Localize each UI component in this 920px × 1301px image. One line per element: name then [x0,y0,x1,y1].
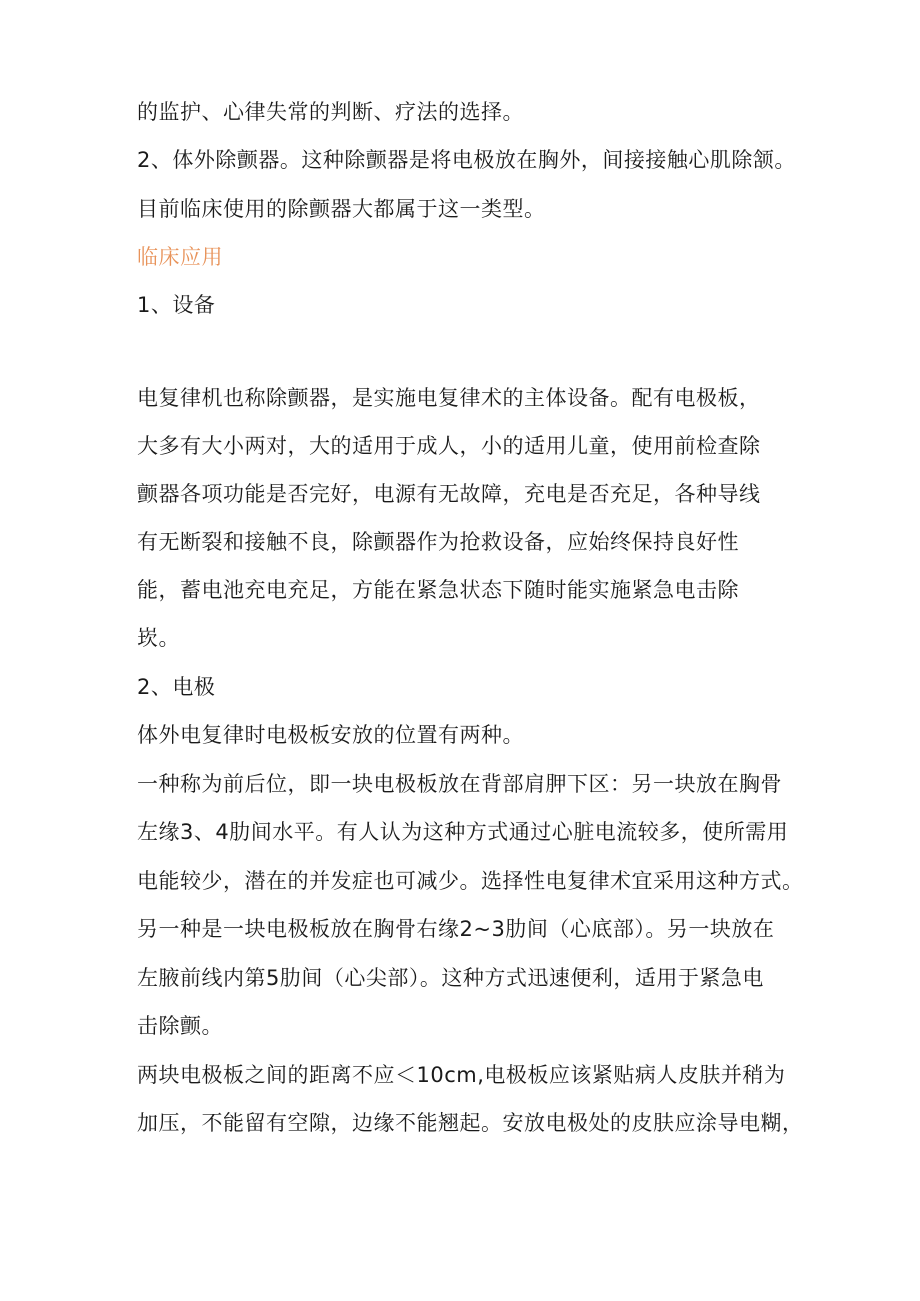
text-line: 另一种是一块电极板放在胸骨右缘2~3肋间（心底部）。另一块放在 [137,917,775,941]
text-line: 崁。 [137,626,180,650]
text-line: 体外电复律时电极板安放的位置有两种。 [137,723,524,747]
text-line: 电复律机也称除颤器，是实施电复律术的主体设备。配有电极板， [137,386,761,410]
text-line: 击除颤。 [137,1014,223,1038]
text-line: 电能较少，潜在的并发症也可减少。选择性电复律术宜采用这种方式。 [137,869,804,893]
text-line: 左腋前线内第5肋间（心尖部）。这种方式迅速便利，适用于紧急电 [137,966,764,990]
text-line: 目前临床使用的除颤器大都属于这一类型。 [137,197,546,221]
subheading: 1、设备 [137,293,216,317]
text-line: 一种称为前后位，即一块电极板放在背部肩胛下区：另一块放在胸骨 [137,772,782,796]
text-line: 大多有大小两对，大的适用于成人，小的适用儿童，使用前检查除 [137,434,761,458]
text-line: 能，蓄电池充电充足，方能在紧急状态下随时能实施紧急电击除 [137,578,739,602]
text-line: 有无断裂和接触不良，除颤器作为抢救设备，应始终保持良好性 [137,530,739,554]
subheading: 2、电极 [137,675,216,699]
text-line: 2、体外除颤器。这种除颤器是将电极放在胸外，间接接触心肌除颔。 [137,148,796,172]
text-line: 左缘3、4肋间水平。有人认为这种方式通过心脏电流较多，使所需用 [137,820,789,844]
text-line: 加压，不能留有空隙，边缘不能翘起。安放电极处的皮肤应涂导电糊， [137,1111,804,1135]
section-heading: 临床应用 [137,245,223,269]
text-line: 的监护、心律失常的判断、疗法的选择。 [137,100,524,124]
text-line: 两块电极板之间的距离不应＜10cm,电极板应该紧贴病人皮肤并稍为 [137,1063,786,1087]
text-line: 颤器各项功能是否完好，电源有无故障，充电是否充足，各种导线 [137,482,761,506]
